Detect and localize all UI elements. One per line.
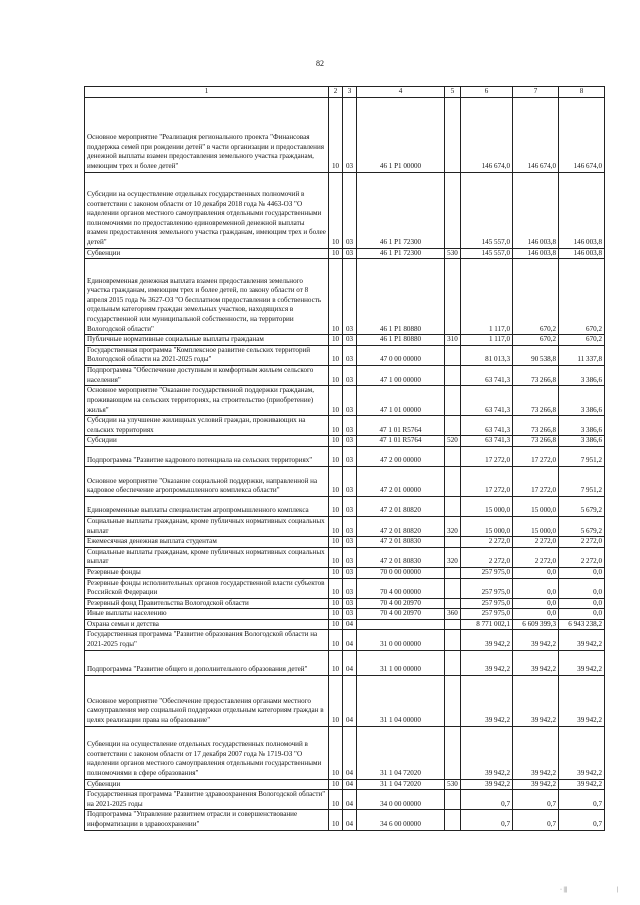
code-target-article: 46 1 P1 72300 [357, 172, 445, 248]
table-row [85, 386, 605, 416]
amount-2023: 39 942,2 [559, 650, 605, 675]
code-section: 10 [329, 567, 343, 578]
amount-2023: 5 679,2 [559, 516, 605, 536]
amount-2023: 3 386,6 [559, 436, 605, 447]
amount-2023: 39 942,2 [559, 630, 605, 650]
row-name: Субвенции на осуществление отдельных государственных полномочий в соответствии с законом области от 17 декабря 2007 года № 1719-ОЗ "О наделении органов местного самоуправления отдельными государственными полномочиями в сфере образования" [85, 726, 329, 779]
amount-2021: 1 117,0 [461, 259, 513, 335]
amount-2023: 6 943 238,2 [559, 619, 605, 630]
amount-2021: 1 117,0 [461, 335, 513, 346]
code-target-article: 31 1 04 72020 [357, 779, 445, 790]
code-subsection: 03 [343, 598, 357, 609]
code-target-article [357, 619, 445, 630]
code-target-article: 46 1 P1 00000 [357, 97, 445, 172]
table-row [85, 446, 605, 466]
row-name: Подпрограмма "Развитие общего и дополнительного образования детей" [85, 650, 329, 675]
code-section: 10 [329, 436, 343, 447]
code-target-article: 47 1 01 R5764 [357, 436, 445, 447]
code-expense-type: 530 [445, 248, 461, 259]
code-subsection: 04 [343, 810, 357, 830]
code-section: 10 [329, 466, 343, 496]
amount-2021: 15 000,0 [461, 516, 513, 536]
code-subsection: 03 [343, 259, 357, 335]
code-target-article: 31 1 04 72020 [357, 726, 445, 779]
code-target-article: 70 4 00 20970 [357, 598, 445, 609]
amount-2021: 39 942,2 [461, 650, 513, 675]
code-subsection: 03 [343, 248, 357, 259]
amount-2022: 2 272,0 [513, 537, 559, 548]
table-row [85, 779, 605, 790]
row-name: Основное мероприятие "Реализация регионального проекта "Финансовая поддержка семей при рождении детей" в части организации и предоставления денежной выплаты взамен предоставления земельного участка гражданам, имеющим трех и более детей" [85, 97, 329, 172]
table-row [85, 650, 605, 675]
code-target-article: 31 1 00 00000 [357, 650, 445, 675]
amount-2021: 63 741,3 [461, 416, 513, 436]
table-row [85, 97, 605, 172]
amount-2021: 39 942,2 [461, 675, 513, 726]
code-target-article: 46 1 P1 72300 [357, 248, 445, 259]
code-target-article: 47 2 01 80820 [357, 516, 445, 536]
code-expense-type [445, 650, 461, 675]
budget-table [84, 86, 605, 831]
table-row [85, 172, 605, 248]
col-header-8: 8 [559, 87, 605, 98]
row-name: Социальные выплаты гражданам, кроме публичных нормативных социальных выплат [85, 516, 329, 536]
code-target-article: 47 2 01 80830 [357, 547, 445, 567]
col-header-5: 5 [445, 87, 461, 98]
code-section: 10 [329, 386, 343, 416]
code-expense-type: 320 [445, 516, 461, 536]
table-row [85, 810, 605, 830]
amount-2022: 73 266,8 [513, 365, 559, 385]
row-name: Основное мероприятие "Оказание социальной поддержки, направленной на кадровое обеспечение агропромышленного комплекса области" [85, 466, 329, 496]
code-section: 10 [329, 335, 343, 346]
row-name: Субсидии на осуществление отдельных государственных полномочий в соответствии с законом области от 10 декабря 2018 года № 4463-ОЗ "О наделении органов местного самоуправления отдельными государственными полномочиями по предоставлению единовременной денежной выплаты взамен предоставления земельного участка гражданам, имеющим трех и более детей" [85, 172, 329, 248]
amount-2023: 0,0 [559, 609, 605, 620]
code-section: 10 [329, 609, 343, 620]
table-row [85, 496, 605, 516]
table-row [85, 790, 605, 810]
code-expense-type [445, 619, 461, 630]
amount-2022: 39 942,2 [513, 675, 559, 726]
amount-2022: 0,7 [513, 790, 559, 810]
col-header-3: 3 [343, 87, 357, 98]
amount-2021: 2 272,0 [461, 547, 513, 567]
amount-2021: 15 000,0 [461, 496, 513, 516]
code-subsection: 03 [343, 609, 357, 620]
code-section: 10 [329, 598, 343, 609]
table-header [85, 87, 605, 98]
amount-2021: 17 272,0 [461, 466, 513, 496]
code-section: 10 [329, 630, 343, 650]
code-subsection: 03 [343, 416, 357, 436]
col-header-1: 1 [85, 87, 329, 98]
amount-2023: 0,0 [559, 578, 605, 598]
code-subsection: 04 [343, 630, 357, 650]
amount-2023: 2 272,0 [559, 547, 605, 567]
amount-2022: 90 538,8 [513, 345, 559, 365]
amount-2023: 7 951,2 [559, 446, 605, 466]
code-section: 10 [329, 790, 343, 810]
row-name: Резервный фонд Правительства Вологодской области [85, 598, 329, 609]
scan-mark: · ||| [560, 887, 568, 893]
table-row [85, 547, 605, 567]
code-section: 10 [329, 248, 343, 259]
header-row [85, 87, 605, 98]
code-section: 10 [329, 516, 343, 536]
table-row [85, 259, 605, 335]
code-target-article: 47 2 01 80830 [357, 537, 445, 548]
code-section: 10 [329, 97, 343, 172]
amount-2021: 39 942,2 [461, 779, 513, 790]
amount-2023: 3 386,6 [559, 386, 605, 416]
amount-2022: 670,2 [513, 259, 559, 335]
code-section: 10 [329, 675, 343, 726]
row-name: Резервные фонды исполнительных органов государственной власти субъектов Российской Федерации [85, 578, 329, 598]
code-expense-type [445, 446, 461, 466]
row-name: Государственная программа "Развитие образования Вологодской области на 2021-2025 годы" [85, 630, 329, 650]
code-target-article: 70 0 00 00000 [357, 567, 445, 578]
amount-2022: 39 942,2 [513, 779, 559, 790]
code-subsection: 04 [343, 675, 357, 726]
code-subsection: 04 [343, 650, 357, 675]
amount-2022: 6 609 399,3 [513, 619, 559, 630]
code-expense-type [445, 810, 461, 830]
amount-2022: 0,0 [513, 609, 559, 620]
code-subsection: 03 [343, 567, 357, 578]
code-expense-type [445, 630, 461, 650]
amount-2022: 15 000,0 [513, 496, 559, 516]
table-row [85, 436, 605, 447]
amount-2021: 63 741,3 [461, 436, 513, 447]
code-subsection: 04 [343, 790, 357, 810]
code-subsection: 03 [343, 345, 357, 365]
code-expense-type [445, 598, 461, 609]
table-row [85, 609, 605, 620]
amount-2021: 63 741,3 [461, 386, 513, 416]
code-section: 10 [329, 345, 343, 365]
amount-2022: 0,0 [513, 598, 559, 609]
row-name: Единовременные выплаты специалистам агропромышленного комплекса [85, 496, 329, 516]
code-section: 10 [329, 619, 343, 630]
code-expense-type [445, 726, 461, 779]
amount-2021: 39 942,2 [461, 630, 513, 650]
amount-2022: 73 266,8 [513, 416, 559, 436]
code-expense-type [445, 790, 461, 810]
amount-2022: 0,0 [513, 567, 559, 578]
code-target-article: 47 1 00 00000 [357, 365, 445, 385]
code-subsection: 03 [343, 516, 357, 536]
row-name: Субвенции [85, 248, 329, 259]
code-subsection: 03 [343, 386, 357, 416]
code-expense-type [445, 386, 461, 416]
amount-2023: 39 942,2 [559, 779, 605, 790]
code-subsection: 04 [343, 726, 357, 779]
row-name: Основное мероприятие "Оказание государственной поддержки гражданам, проживающим на сельских территориях, на строительство (приобретение) жилья" [85, 386, 329, 416]
code-target-article: 34 6 00 00000 [357, 810, 445, 830]
code-section: 10 [329, 779, 343, 790]
amount-2023: 3 386,6 [559, 365, 605, 385]
amount-2023: 5 679,2 [559, 496, 605, 516]
code-section: 10 [329, 547, 343, 567]
code-section: 10 [329, 810, 343, 830]
row-name: Охрана семьи и детства [85, 619, 329, 630]
code-target-article: 70 4 00 00000 [357, 578, 445, 598]
code-target-article: 47 1 01 R5764 [357, 416, 445, 436]
amount-2023: 670,2 [559, 335, 605, 346]
page-number: 82 [316, 59, 324, 68]
code-subsection: 03 [343, 97, 357, 172]
amount-2023: 2 272,0 [559, 537, 605, 548]
code-target-article: 34 0 00 00000 [357, 790, 445, 810]
code-section: 10 [329, 365, 343, 385]
code-expense-type [445, 537, 461, 548]
code-section: 10 [329, 537, 343, 548]
code-subsection: 03 [343, 365, 357, 385]
code-target-article: 46 1 P1 80880 [357, 335, 445, 346]
code-subsection: 03 [343, 446, 357, 466]
amount-2023: 11 337,8 [559, 345, 605, 365]
code-target-article: 46 1 P1 80880 [357, 259, 445, 335]
code-expense-type: 360 [445, 609, 461, 620]
table-row [85, 365, 605, 385]
code-target-article: 31 1 04 00000 [357, 675, 445, 726]
col-header-4: 4 [357, 87, 445, 98]
table-row [85, 345, 605, 365]
code-subsection: 03 [343, 537, 357, 548]
code-section: 10 [329, 650, 343, 675]
table-row [85, 598, 605, 609]
amount-2023: 0,0 [559, 567, 605, 578]
code-target-article: 47 0 00 00000 [357, 345, 445, 365]
amount-2021: 257 975,0 [461, 578, 513, 598]
row-name: Подпрограмма "Обеспечение доступным и комфортным жильем сельского населения" [85, 365, 329, 385]
code-expense-type [445, 365, 461, 385]
code-target-article: 70 4 00 20970 [357, 609, 445, 620]
code-expense-type [445, 578, 461, 598]
row-name: Единовременная денежная выплата взамен предоставления земельного участка гражданам, имеющим трех и более детей, по закону области от 8 апреля 2015 года № 3627-ОЗ "О бесплатном предоставлении в собственность отдельным категориям граждан земельных участков, находящихся в государственной или муниципальной собственности, на территории Вологодской области" [85, 259, 329, 335]
amount-2023: 0,7 [559, 790, 605, 810]
row-name: Государственная программа "Комплексное развитие сельских территорий Вологодской области на 2021-2025 годы" [85, 345, 329, 365]
code-expense-type [445, 259, 461, 335]
amount-2021: 257 975,0 [461, 609, 513, 620]
code-expense-type [445, 496, 461, 516]
amount-2023: 146 674,0 [559, 97, 605, 172]
code-expense-type [445, 172, 461, 248]
code-expense-type: 530 [445, 779, 461, 790]
scan-mark-right: | [617, 887, 619, 893]
row-name: Иные выплаты населению [85, 609, 329, 620]
amount-2022: 670,2 [513, 335, 559, 346]
row-name: Субсидии [85, 436, 329, 447]
row-name: Социальные выплаты гражданам, кроме публичных нормативных социальных выплат [85, 547, 329, 567]
amount-2021: 0,7 [461, 790, 513, 810]
code-subsection: 03 [343, 578, 357, 598]
amount-2022: 146 674,0 [513, 97, 559, 172]
code-expense-type: 310 [445, 335, 461, 346]
code-expense-type: 520 [445, 436, 461, 447]
amount-2022: 15 000,0 [513, 516, 559, 536]
amount-2021: 2 272,0 [461, 537, 513, 548]
table-body [85, 97, 605, 830]
code-expense-type [445, 675, 461, 726]
code-target-article: 47 2 00 00000 [357, 446, 445, 466]
row-name: Подпрограмма "Управление развитием отрасли и совершенствование информатизации в здравоохранении" [85, 810, 329, 830]
code-expense-type [445, 567, 461, 578]
code-target-article: 47 1 01 00000 [357, 386, 445, 416]
amount-2021: 145 557,0 [461, 248, 513, 259]
amount-2021: 81 013,3 [461, 345, 513, 365]
amount-2022: 17 272,0 [513, 446, 559, 466]
amount-2022: 0,7 [513, 810, 559, 830]
amount-2023: 146 003,8 [559, 248, 605, 259]
row-name: Субсидии на улучшение жилищных условий граждан, проживающих на сельских территориях [85, 416, 329, 436]
table-row [85, 416, 605, 436]
code-target-article: 47 2 01 00000 [357, 466, 445, 496]
amount-2023: 0,7 [559, 810, 605, 830]
amount-2022: 39 942,2 [513, 650, 559, 675]
table-row [85, 578, 605, 598]
code-section: 10 [329, 416, 343, 436]
amount-2021: 63 741,3 [461, 365, 513, 385]
table-row [85, 726, 605, 779]
amount-2022: 39 942,2 [513, 726, 559, 779]
amount-2021: 17 272,0 [461, 446, 513, 466]
code-subsection: 03 [343, 436, 357, 447]
code-target-article: 47 2 01 80820 [357, 496, 445, 516]
amount-2022: 17 272,0 [513, 466, 559, 496]
table-row [85, 675, 605, 726]
amount-2022: 39 942,2 [513, 630, 559, 650]
amount-2023: 3 386,6 [559, 416, 605, 436]
table-row [85, 567, 605, 578]
code-expense-type [445, 466, 461, 496]
col-header-6: 6 [461, 87, 513, 98]
amount-2022: 73 266,8 [513, 386, 559, 416]
amount-2021: 257 975,0 [461, 567, 513, 578]
amount-2022: 0,0 [513, 578, 559, 598]
code-subsection: 03 [343, 496, 357, 516]
amount-2021: 39 942,2 [461, 726, 513, 779]
amount-2023: 670,2 [559, 259, 605, 335]
code-section: 10 [329, 172, 343, 248]
table-row [85, 466, 605, 496]
table-row [85, 248, 605, 259]
amount-2023: 0,0 [559, 598, 605, 609]
code-expense-type [445, 345, 461, 365]
amount-2022: 146 003,8 [513, 172, 559, 248]
code-section: 10 [329, 726, 343, 779]
table-row [85, 537, 605, 548]
code-section: 10 [329, 259, 343, 335]
amount-2023: 39 942,2 [559, 726, 605, 779]
code-expense-type: 320 [445, 547, 461, 567]
amount-2021: 8 771 002,1 [461, 619, 513, 630]
row-name: Субвенции [85, 779, 329, 790]
code-subsection: 03 [343, 172, 357, 248]
amount-2021: 145 557,0 [461, 172, 513, 248]
row-name: Основное мероприятие "Обеспечение предоставления органами местного самоуправления мер социальной поддержки отдельным категориям граждан в целях реализации права на образование" [85, 675, 329, 726]
row-name: Резервные фонды [85, 567, 329, 578]
amount-2021: 257 975,0 [461, 598, 513, 609]
amount-2021: 146 674,0 [461, 97, 513, 172]
col-header-2: 2 [329, 87, 343, 98]
table-row [85, 619, 605, 630]
amount-2022: 2 272,0 [513, 547, 559, 567]
row-name: Подпрограмма "Развитие кадрового потенциала на сельских территориях" [85, 446, 329, 466]
row-name: Государственная программа "Развитие здравоохранения Вологодской области" на 2021-2025 годы [85, 790, 329, 810]
code-section: 10 [329, 578, 343, 598]
code-subsection: 04 [343, 779, 357, 790]
col-header-7: 7 [513, 87, 559, 98]
table-row [85, 335, 605, 346]
code-expense-type [445, 97, 461, 172]
code-subsection: 03 [343, 335, 357, 346]
amount-2022: 73 266,8 [513, 436, 559, 447]
row-name: Публичные нормативные социальные выплаты гражданам [85, 335, 329, 346]
code-subsection: 03 [343, 547, 357, 567]
code-subsection: 04 [343, 619, 357, 630]
code-expense-type [445, 416, 461, 436]
amount-2022: 146 003,8 [513, 248, 559, 259]
code-target-article: 31 0 00 00000 [357, 630, 445, 650]
code-section: 10 [329, 496, 343, 516]
table-row [85, 516, 605, 536]
table-row [85, 630, 605, 650]
amount-2021: 0,7 [461, 810, 513, 830]
amount-2023: 7 951,2 [559, 466, 605, 496]
amount-2023: 146 003,8 [559, 172, 605, 248]
code-subsection: 03 [343, 466, 357, 496]
amount-2023: 39 942,2 [559, 675, 605, 726]
code-section: 10 [329, 446, 343, 466]
row-name: Ежемесячная денежная выплата студентам [85, 537, 329, 548]
